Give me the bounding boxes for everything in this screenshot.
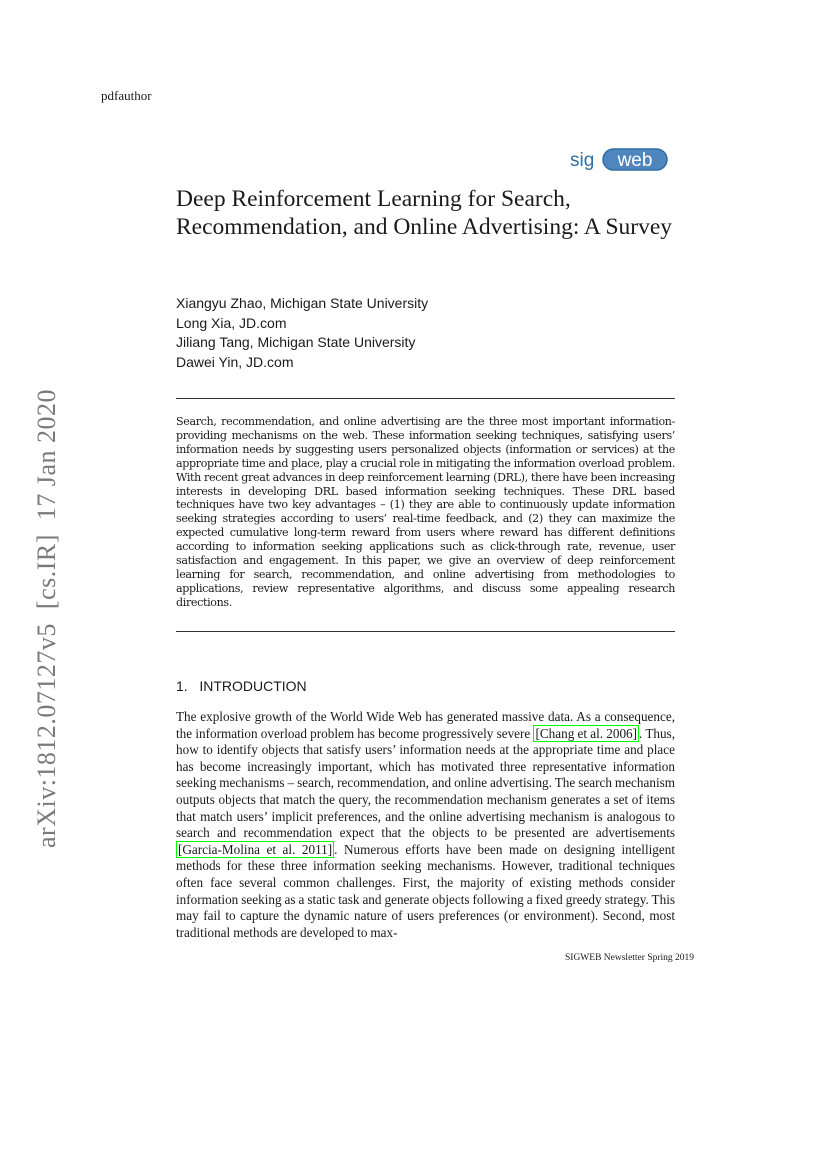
- body-text: . Thus, how to identify objects that satisfy users’ information needs at the appropriate time and place has become increasingly important, which has motivated three representative information seeking mechanisms – search, recommendation, and online advertising. The search mechanism outputs objects that match the query, the recommendation mechanism generates a set of items that match users’ implicit preferences, and the online advertising mechanism is analogous to search and recommendation expect that the objects to be presented are advertisements: [176, 725, 675, 841]
- citation-link[interactable]: [Garcia-Molina et al. 2011]: [178, 841, 333, 857]
- logo-sig: sig: [570, 150, 595, 171]
- section-heading: 1. INTRODUCTION: [176, 678, 307, 694]
- paper-title: Deep Reinforcement Learning for Search, Recommendation, and Online Advertising: A Survey: [176, 186, 673, 240]
- logo-web: web: [617, 150, 653, 171]
- sigweb-logo: [570, 147, 670, 178]
- body-paragraph: [176, 709, 675, 941]
- author: Xiangyu Zhao, Michigan State University: [176, 295, 429, 311]
- citation-link[interactable]: [Chang et al. 2006]: [535, 725, 638, 741]
- author-list: [176, 294, 428, 372]
- body-text: The explosive growth of the World Wide Web has generated massive data. As a consequence, the information overload problem has become progressively severe: [176, 709, 675, 741]
- running-head: pdfauthor: [101, 88, 152, 103]
- author: Jiliang Tang, Michigan State University: [176, 334, 416, 351]
- abstract-top-rule: [176, 398, 675, 399]
- abstract-bottom-rule: [176, 631, 675, 632]
- body-text: . Numerous efforts have been made on designing intelligent methods for these three information seeking mechanisms. However, traditional techniques often face several common challenges. First, the majority of existing methods consider information seeking as a static task and generate objects following a fixed greedy strategy. This may fail to capture the dynamic nature of users preferences (or environment). Second, most traditional methods are developed to max-: [176, 841, 675, 940]
- arxiv-stamp: arXiv:1812.07127v5 [cs.IR] 17 Jan 2020: [32, 388, 61, 848]
- author: Dawei Yin, JD.com: [176, 353, 294, 370]
- abstract: Search, recommendation, and online advertising are the three most important information-providing mechanisms on the web. These information seeking techniques, satisfying users’ information needs by suggesting users personalized objects (information or services) at the appropriate time and place, play a crucial role in mitigating the information overload problem. With recent great advances in deep reinforcement learning (DRL), there have been increasing interests in developing DRL based information seeking techniques. These DRL based techniques have two key advantages – (1) they are able to continuously update information seeking strategies according to users’ real-time feedback, and (2) they can maximize the expected cumulative long-term reward from users where reward has different definitions according to information seeking applications such as click-through rate, revenue, user satisfaction and engagement. In this paper, we give an overview of deep reinforcement learning for search, recommendation, and online advertising from methodologies to applications, review representative algorithms, and discuss some appealing research directions.: [176, 415, 675, 609]
- author: Long Xia, JD.com: [176, 314, 287, 331]
- footer-journal: SIGWEB Newsletter Spring 2019: [565, 953, 695, 963]
